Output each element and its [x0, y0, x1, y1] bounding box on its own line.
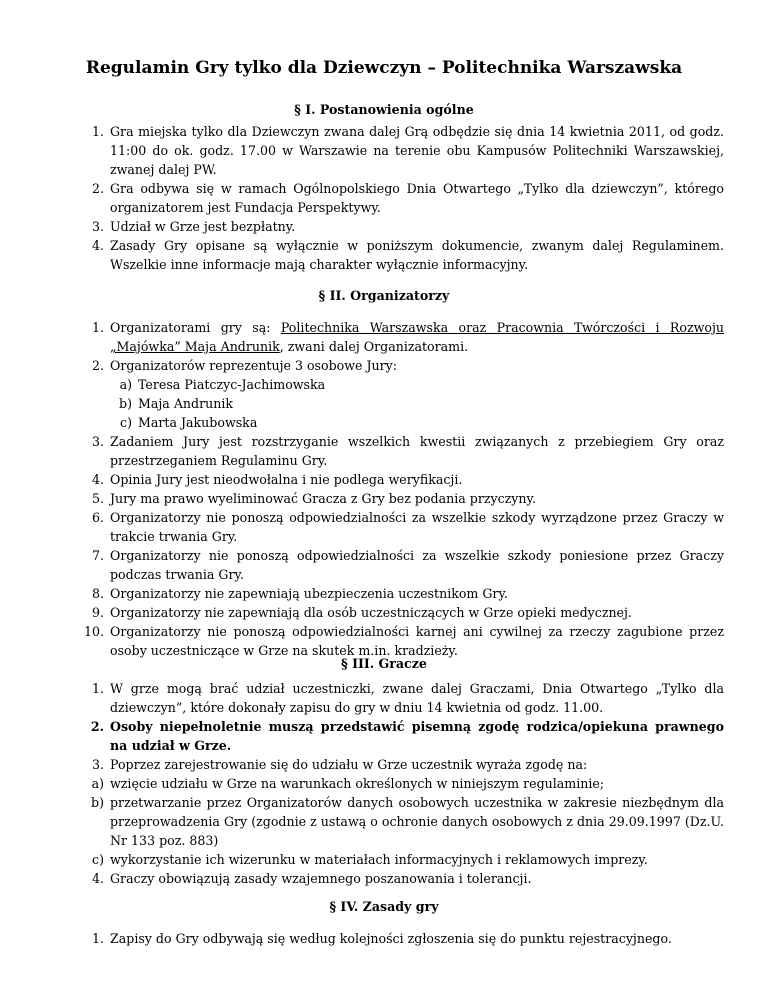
list-item: 2. Organizatorów reprezentuje 3 osobowe Jury: a) Teresa Piatczyc-Jachimowska b) Maja Andrunik c) Marta Jakubowska: [110, 356, 724, 432]
section-4-list: [91, 929, 724, 948]
section-2-list: [83, 318, 724, 660]
list-item-bold: 2. Osoby niepełnoletnie muszą przedstawić pisemną zgodę rodzica/opiekuna prawnego na udział w Grze.: [90, 719, 724, 753]
consent-list: [91, 774, 724, 869]
section-heading-4: § IV. Zasady gry: [329, 899, 439, 914]
list-item: 3. Udział w Grze jest bezpłatny.: [91, 219, 296, 234]
list-item: 7. Organizatorzy nie ponoszą odpowiedzialności za wszelkie szkody poniesione przez Graczy podczas trwania Gry.: [91, 548, 724, 582]
list-item: 5. Jury ma prawo wyeliminować Gracza z Gry bez podania przyczyny.: [91, 491, 536, 506]
list-item: b) Maja Andrunik: [119, 396, 233, 411]
list-item: c) wykorzystanie ich wizerunku w materiałach informacyjnych i reklamowych imprezy.: [92, 852, 648, 867]
list-item: 4. Opinia Jury jest nieodwołalna i nie podlega weryfikacji.: [91, 472, 463, 487]
list-item: 6. Organizatorzy nie ponoszą odpowiedzialności za wszelkie szkody wyrządzone przez Graczy w trakcie trwania Gry.: [91, 510, 724, 544]
list-item: 8. Organizatorzy nie zapewniają ubezpieczenia uczestnikom Gry.: [91, 586, 508, 601]
jury-list: [110, 375, 724, 432]
list-item: 1. W grze mogą brać udział uczestniczki, zwane dalej Graczami, Dnia Otwartego „Tylko dla dziewczyn”, które dokonały zapisu do gry w dniu 14 kwietnia od godz. 11.00.: [91, 681, 724, 715]
list-item: 1. Gra miejska tylko dla Dziewczyn zwana dalej Grą odbędzie się dnia 14 kwietnia 2011, od godz. 11:00 do ok. godz. 17.00 w Warszawie na terenie obu Kampusów Politechniki Warszawskiej, zwanej dalej PW.: [91, 124, 724, 177]
section-heading-2: § II. Organizatorzy: [318, 288, 450, 303]
list-item: 9. Organizatorzy nie zapewniają dla osób uczestniczących w Grze opieki medycznej.: [91, 605, 632, 620]
list-item: b) przetwarzanie przez Organizatorów danych osobowych uczestnika w zakresie niezbędnym dla przeprowadzenia Gry (zgodnie z ustawą o ochronie danych osobowych z dnia 29.09.1997 (Dz.U. Nr 133 poz. 883): [91, 795, 724, 848]
list-item: a) wzięcie udziału w Grze na warunkach określonych w niniejszym regulaminie;: [91, 776, 605, 791]
list-item: a) Teresa Piatczyc-Jachimowska: [119, 377, 326, 392]
list-item: 3. Poprzez zarejestrowanie się do udziału w Grze uczestnik wyraża zgodę na: a) wzięcie udziału w Grze na warunkach określonych w niniejszym regulaminie; b) przetwarzanie przez Organizatorów danych osobowych uczestnika w zakresie niezbędnym dla przeprowadzenia Gry (zgodnie z ustawą o ochronie danych osobowych z dnia 29.09.1997 (Dz.U. Nr 133 poz. 883) c) wykorzystanie ich wizerunku w materiałach informacyjnych i reklamowych imprezy.: [91, 757, 724, 867]
section-3-list: [90, 679, 724, 888]
section-heading-1: § I. Postanowienia ogólne: [294, 102, 474, 117]
list-item: 2. Gra odbywa się w ramach Ogólnopolskiego Dnia Otwartego „Tylko dla dziewczyn”, którego organizatorem jest Fundacja Perspektywy.: [91, 181, 724, 215]
list-item: 1. Organizatorami gry są: Politechnika Warszawska oraz Pracownia Twórczości i Rozwoju „Majówka” Maja Andrunik, zwani dalej Organizatorami.: [91, 320, 724, 354]
list-item: 1. Zapisy do Gry odbywają się według kolejności zgłoszenia się do punktu rejestracyjnego.: [91, 931, 672, 946]
organizers-link-text: Politechnika Warszawska oraz Pracownia Twórczości i Rozwoju „Majówka” Maja Andrunik: [110, 320, 724, 354]
list-item: 10. Organizatorzy nie ponoszą odpowiedzialności karnej ani cywilnej za rzeczy zagubione przez osoby uczestniczące w Grze na skutek m.in. kradzieży.: [83, 624, 724, 658]
section-heading-3: § III. Gracze: [341, 656, 427, 671]
document-title: Regulamin Gry tylko dla Dziewczyn – Politechnika Warszawska: [85, 58, 683, 78]
list-item: 3. Zadaniem Jury jest rozstrzyganie wszelkich kwestii związanych z przebiegiem Gry oraz przestrzeganiem Regulaminu Gry.: [91, 434, 724, 468]
section-1-list: [91, 122, 724, 274]
list-item: 4. Graczy obowiązują zasady wzajemnego poszanowania i tolerancji.: [91, 871, 532, 886]
list-item: 4. Zasady Gry opisane są wyłącznie w poniższym dokumencie, zwanym dalej Regulaminem. Wszelkie inne informacje mają charakter wyłącznie informacyjny.: [91, 238, 724, 272]
list-item: c) Marta Jakubowska: [120, 415, 258, 430]
